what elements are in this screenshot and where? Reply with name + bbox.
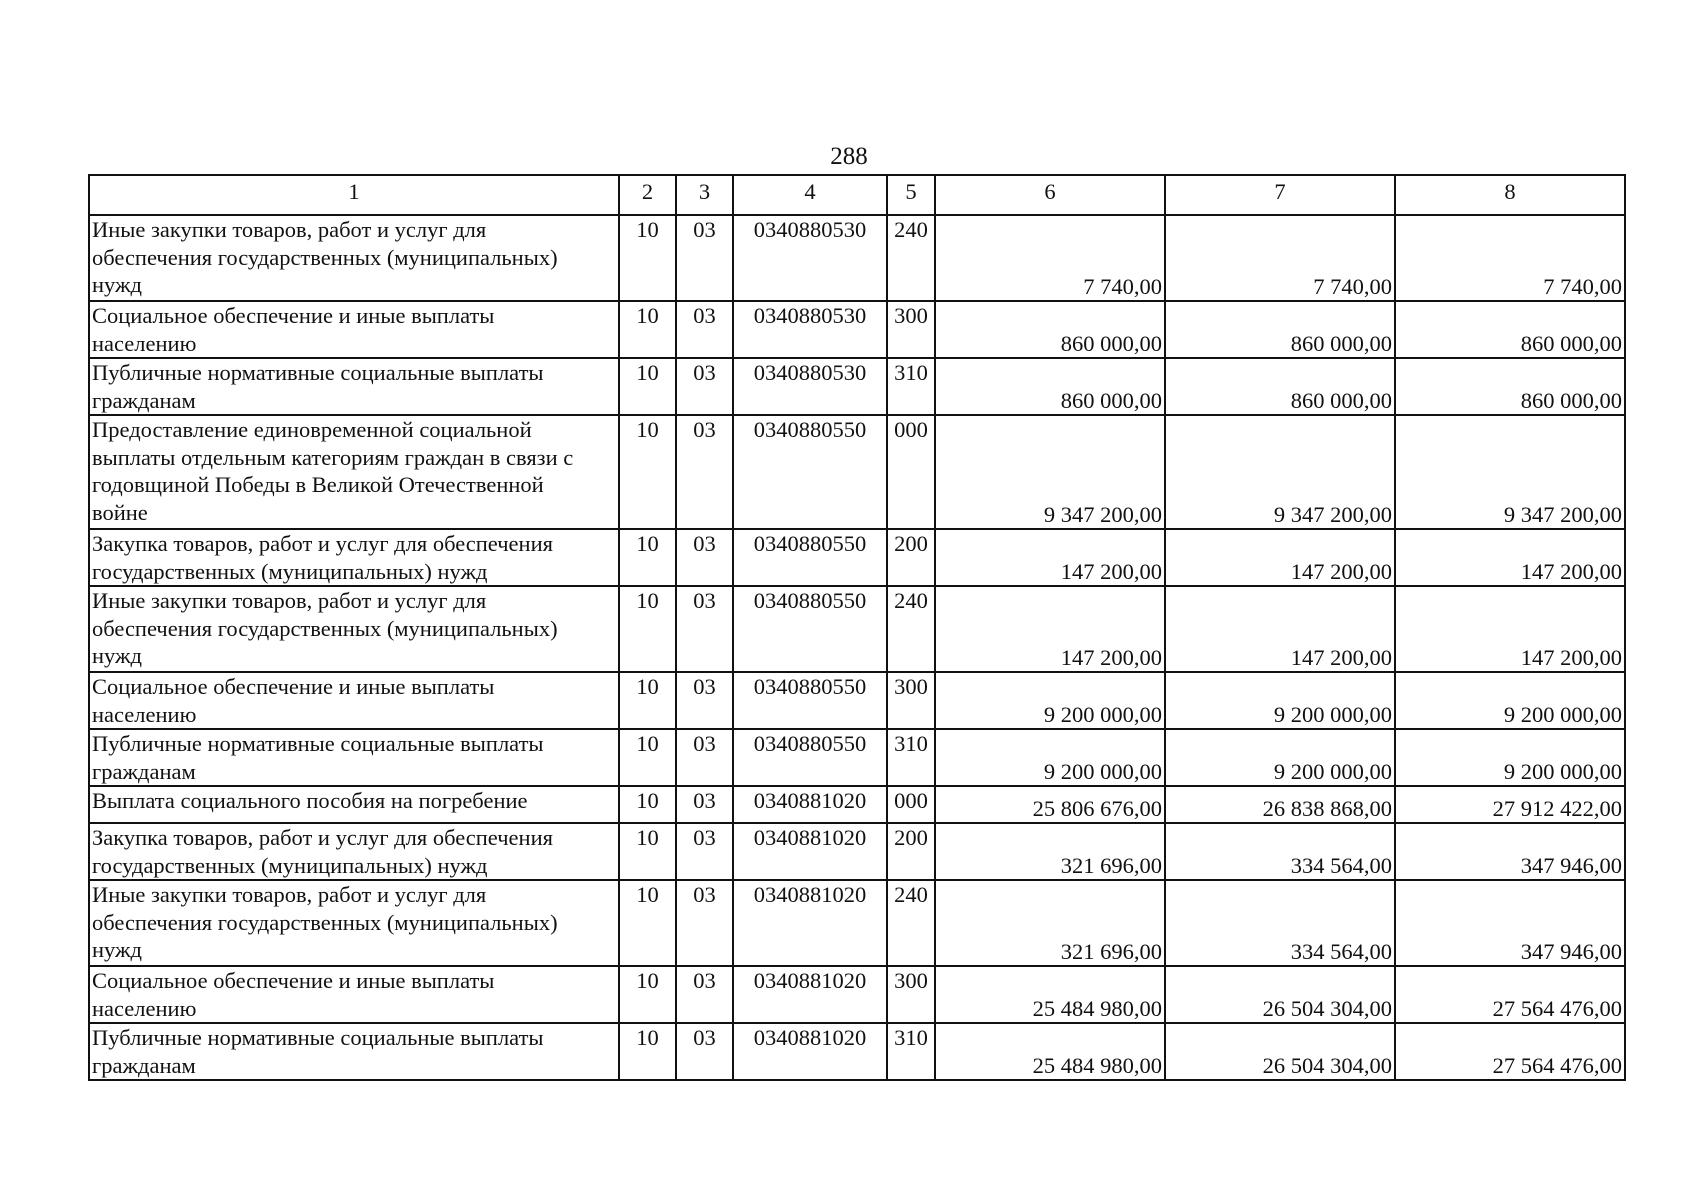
row-section-code: 10 [619, 1023, 676, 1080]
row-amount-col-6: 9 347 200,00 [935, 415, 1165, 529]
row-expense-type-code: 200 [887, 529, 935, 586]
row-target-article-code: 0340880530 [733, 358, 887, 415]
row-target-article-code: 0340881020 [733, 880, 887, 966]
row-target-article-code: 0340881020 [733, 966, 887, 1023]
row-amount-col-7: 26 504 304,00 [1165, 1023, 1395, 1080]
row-expense-type-code: 000 [887, 415, 935, 529]
row-amount-col-7: 26 504 304,00 [1165, 966, 1395, 1023]
row-subsection-code: 03 [676, 529, 733, 586]
row-subsection-code: 03 [676, 215, 733, 301]
header-col-2: 2 [619, 175, 676, 215]
row-amount-col-6: 860 000,00 [935, 358, 1165, 415]
row-expense-type-code: 000 [887, 786, 935, 823]
row-name: Иные закупки товаров, работ и услуг для обеспечения государственных (муниципальных) нужд [89, 586, 619, 672]
table-row [89, 529, 1625, 586]
row-amount-col-7: 26 838 868,00 [1165, 786, 1395, 823]
row-amount-col-8: 9 347 200,00 [1395, 415, 1625, 529]
row-subsection-code: 03 [676, 415, 733, 529]
row-amount-col-7: 9 347 200,00 [1165, 415, 1395, 529]
row-amount-col-7: 860 000,00 [1165, 358, 1395, 415]
row-amount-col-7: 334 564,00 [1165, 823, 1395, 880]
row-amount-col-8: 147 200,00 [1395, 586, 1625, 672]
row-amount-col-8: 147 200,00 [1395, 529, 1625, 586]
row-name: Публичные нормативные социальные выплаты гражданам [89, 1023, 619, 1080]
row-name: Иные закупки товаров, работ и услуг для обеспечения государственных (муниципальных) нужд [89, 215, 619, 301]
row-section-code: 10 [619, 966, 676, 1023]
table-row [89, 823, 1625, 880]
row-name: Социальное обеспечение и иные выплаты населению [89, 301, 619, 358]
table-row [89, 786, 1625, 823]
row-target-article-code: 0340880530 [733, 301, 887, 358]
row-name: Социальное обеспечение и иные выплаты населению [89, 966, 619, 1023]
row-name: Закупка товаров, работ и услуг для обеспечения государственных (муниципальных) нужд [89, 823, 619, 880]
row-subsection-code: 03 [676, 786, 733, 823]
row-target-article-code: 0340880550 [733, 672, 887, 729]
row-expense-type-code: 240 [887, 586, 935, 672]
row-name: Выплата социального пособия на погребение [89, 786, 619, 823]
row-target-article-code: 0340881020 [733, 786, 887, 823]
row-target-article-code: 0340880550 [733, 586, 887, 672]
row-section-code: 10 [619, 880, 676, 966]
row-amount-col-7: 860 000,00 [1165, 301, 1395, 358]
row-amount-col-7: 334 564,00 [1165, 880, 1395, 966]
row-amount-col-6: 25 484 980,00 [935, 966, 1165, 1023]
header-col-1: 1 [89, 175, 619, 215]
row-target-article-code: 0340880530 [733, 215, 887, 301]
row-section-code: 10 [619, 215, 676, 301]
row-target-article-code: 0340881020 [733, 823, 887, 880]
row-subsection-code: 03 [676, 358, 733, 415]
budget-table [88, 174, 1626, 1081]
table-row [89, 586, 1625, 672]
row-name: Предоставление единовременной социальной выплаты отдельным категориям граждан в связи с годовщиной Победы в Великой Отечественной войне [89, 415, 619, 529]
row-section-code: 10 [619, 786, 676, 823]
row-amount-col-8: 9 200 000,00 [1395, 729, 1625, 786]
row-subsection-code: 03 [676, 672, 733, 729]
header-col-3: 3 [676, 175, 733, 215]
row-name: Публичные нормативные социальные выплаты гражданам [89, 358, 619, 415]
row-amount-col-8: 27 564 476,00 [1395, 1023, 1625, 1080]
table-row [89, 1023, 1625, 1080]
row-amount-col-8: 27 564 476,00 [1395, 966, 1625, 1023]
row-amount-col-6: 147 200,00 [935, 529, 1165, 586]
row-amount-col-6: 9 200 000,00 [935, 729, 1165, 786]
row-expense-type-code: 310 [887, 729, 935, 786]
row-subsection-code: 03 [676, 1023, 733, 1080]
header-col-6: 6 [935, 175, 1165, 215]
table-row [89, 880, 1625, 966]
row-amount-col-6: 321 696,00 [935, 823, 1165, 880]
row-subsection-code: 03 [676, 301, 733, 358]
table-body [89, 215, 1625, 1080]
row-name: Иные закупки товаров, работ и услуг для обеспечения государственных (муниципальных) нужд [89, 880, 619, 966]
row-amount-col-8: 860 000,00 [1395, 358, 1625, 415]
row-section-code: 10 [619, 672, 676, 729]
row-amount-col-8: 860 000,00 [1395, 301, 1625, 358]
row-target-article-code: 0340881020 [733, 1023, 887, 1080]
table-row [89, 729, 1625, 786]
row-amount-col-6: 9 200 000,00 [935, 672, 1165, 729]
row-name: Публичные нормативные социальные выплаты гражданам [89, 729, 619, 786]
table-row [89, 966, 1625, 1023]
row-amount-col-8: 27 912 422,00 [1395, 786, 1625, 823]
row-expense-type-code: 200 [887, 823, 935, 880]
header-row [89, 175, 1625, 215]
row-expense-type-code: 240 [887, 880, 935, 966]
row-amount-col-6: 147 200,00 [935, 586, 1165, 672]
row-section-code: 10 [619, 586, 676, 672]
row-amount-col-6: 25 484 980,00 [935, 1023, 1165, 1080]
row-amount-col-6: 25 806 676,00 [935, 786, 1165, 823]
row-expense-type-code: 310 [887, 358, 935, 415]
row-amount-col-8: 347 946,00 [1395, 880, 1625, 966]
row-target-article-code: 0340880550 [733, 415, 887, 529]
row-expense-type-code: 300 [887, 301, 935, 358]
table-row [89, 415, 1625, 529]
row-subsection-code: 03 [676, 823, 733, 880]
row-target-article-code: 0340880550 [733, 729, 887, 786]
row-subsection-code: 03 [676, 880, 733, 966]
row-amount-col-6: 321 696,00 [935, 880, 1165, 966]
row-amount-col-6: 860 000,00 [935, 301, 1165, 358]
row-subsection-code: 03 [676, 966, 733, 1023]
row-expense-type-code: 300 [887, 672, 935, 729]
row-section-code: 10 [619, 823, 676, 880]
header-col-5: 5 [887, 175, 935, 215]
table-row [89, 301, 1625, 358]
row-amount-col-7: 9 200 000,00 [1165, 729, 1395, 786]
row-amount-col-7: 9 200 000,00 [1165, 672, 1395, 729]
row-section-code: 10 [619, 729, 676, 786]
page-number: 288 [830, 143, 868, 170]
table-row [89, 215, 1625, 301]
row-amount-col-6: 7 740,00 [935, 215, 1165, 301]
row-expense-type-code: 310 [887, 1023, 935, 1080]
row-name: Социальное обеспечение и иные выплаты населению [89, 672, 619, 729]
row-amount-col-8: 7 740,00 [1395, 215, 1625, 301]
row-subsection-code: 03 [676, 586, 733, 672]
row-amount-col-8: 347 946,00 [1395, 823, 1625, 880]
header-col-4: 4 [733, 175, 887, 215]
row-section-code: 10 [619, 529, 676, 586]
table-row [89, 358, 1625, 415]
row-amount-col-7: 147 200,00 [1165, 586, 1395, 672]
row-section-code: 10 [619, 358, 676, 415]
row-target-article-code: 0340880550 [733, 529, 887, 586]
row-subsection-code: 03 [676, 729, 733, 786]
row-amount-col-7: 147 200,00 [1165, 529, 1395, 586]
row-section-code: 10 [619, 301, 676, 358]
row-name: Закупка товаров, работ и услуг для обеспечения государственных (муниципальных) нужд [89, 529, 619, 586]
row-amount-col-8: 9 200 000,00 [1395, 672, 1625, 729]
header-col-7: 7 [1165, 175, 1395, 215]
row-amount-col-7: 7 740,00 [1165, 215, 1395, 301]
row-expense-type-code: 300 [887, 966, 935, 1023]
header-col-8: 8 [1395, 175, 1625, 215]
row-section-code: 10 [619, 415, 676, 529]
table-row [89, 672, 1625, 729]
row-expense-type-code: 240 [887, 215, 935, 301]
